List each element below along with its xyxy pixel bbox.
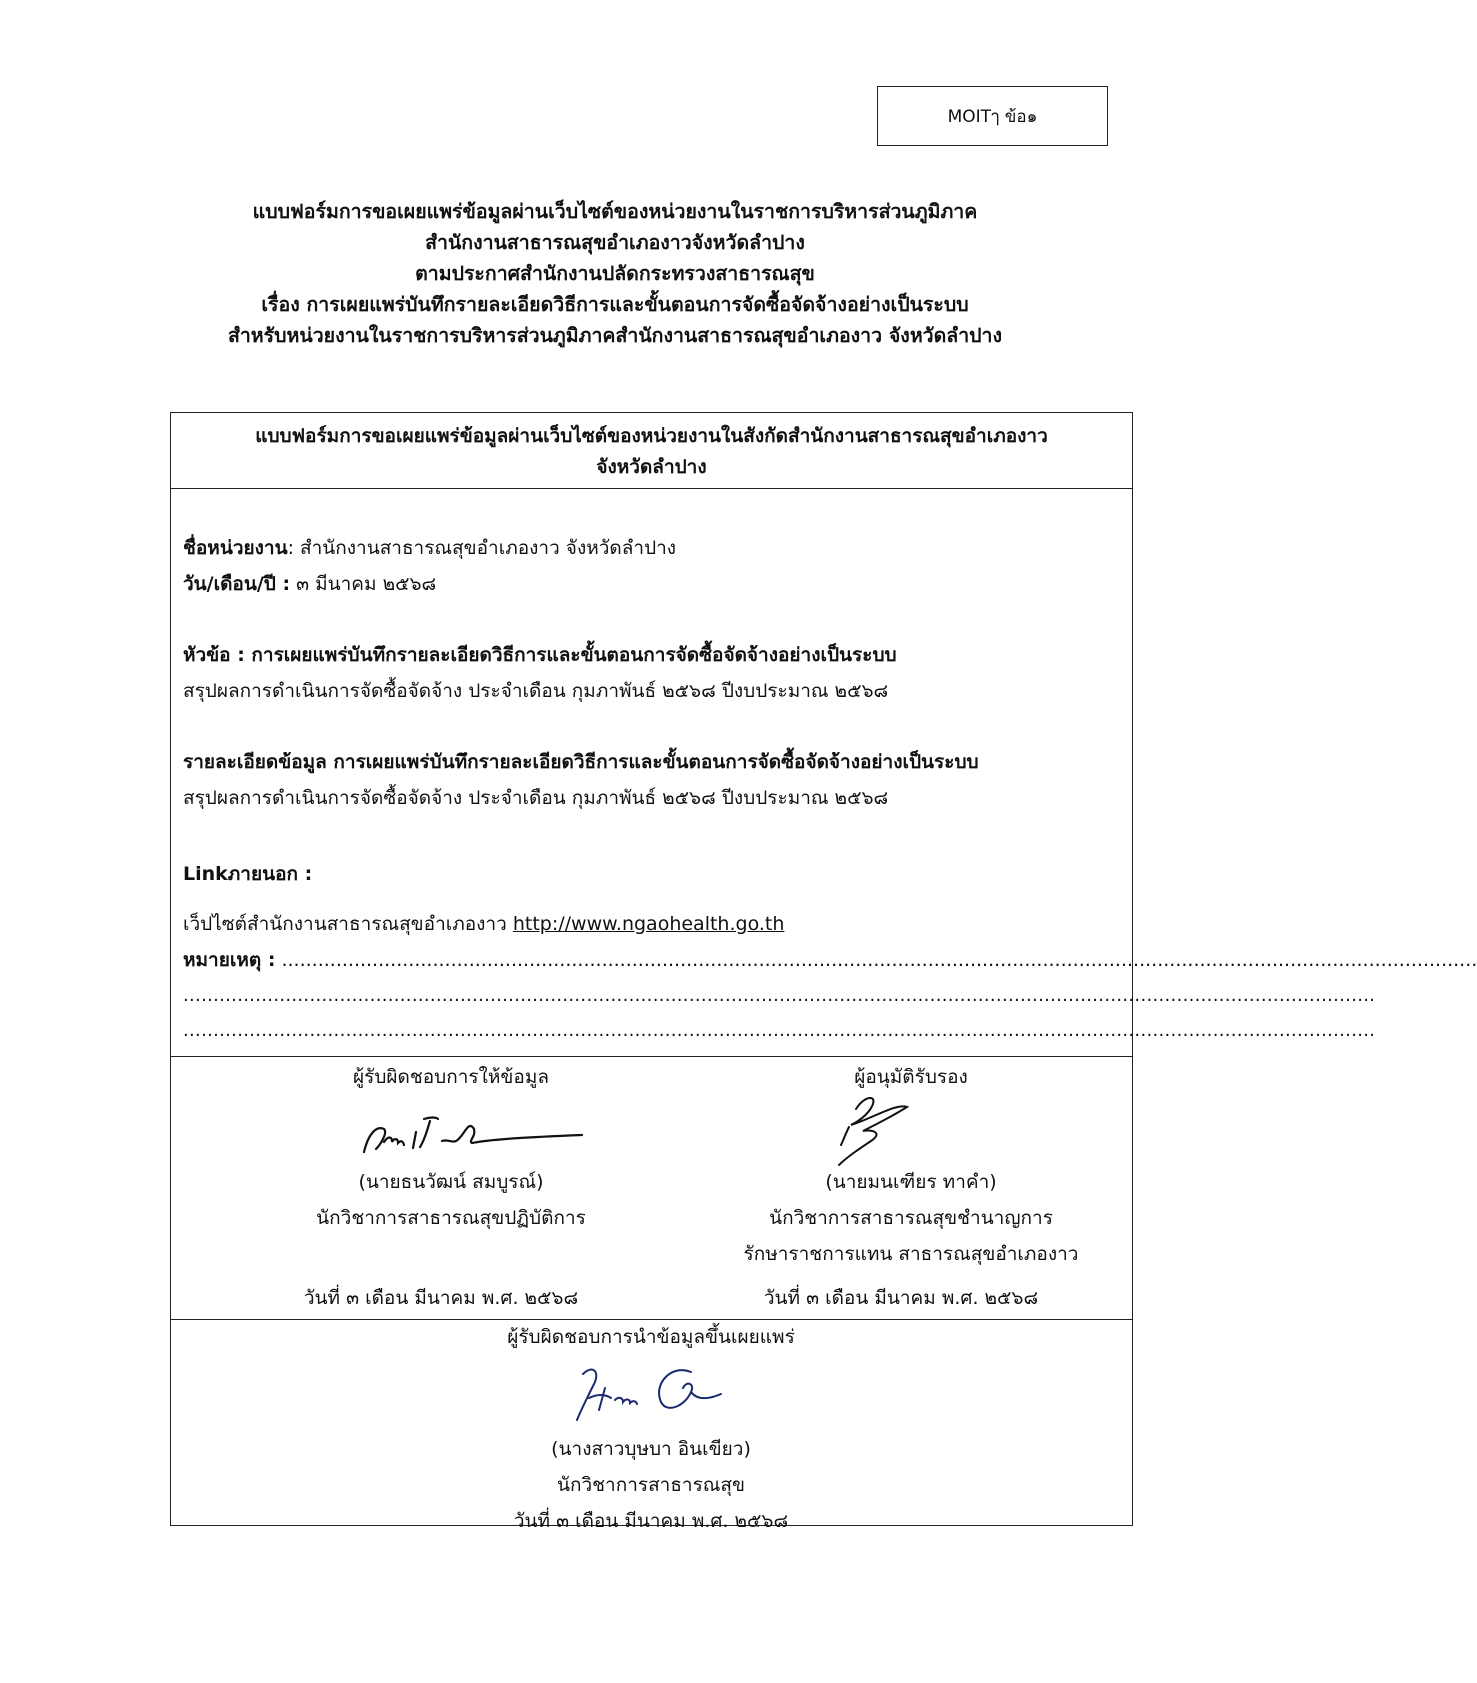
remark-dots-line-2: ...................................................................................................................................................................................................... xyxy=(183,985,1376,1006)
remark-label: หมายเหตุ : xyxy=(183,949,276,971)
header-line-4: เรื่อง การเผยแพร่บันทึกรายละเอียดวิธีการและขั้นตอนการจัดซื้อจัดจ้างอย่างเป็นระบบ xyxy=(261,293,969,316)
right-signature-image xyxy=(811,1089,931,1169)
external-link-label: Linkภายนอก : xyxy=(183,863,313,885)
header-line-2: สำนักงานสาธารณสุขอำเภองาวจังหวัดลำปาง xyxy=(425,231,805,254)
detail-label: รายละเอียดข้อมูล การเผยแพร่บันทึกรายละเอียดวิธีการและขั้นตอนการจัดซื้อจัดจ้างอย่างเป็นระบบ xyxy=(183,751,979,773)
publisher-position: นักวิชาการสาธารณสุข xyxy=(556,1474,746,1496)
right-name: (นายมนเฑียร ทาคำ) xyxy=(825,1171,997,1193)
left-position: นักวิชาการสาธารณสุขปฏิบัติการ xyxy=(316,1207,586,1229)
publisher-signature-image xyxy=(571,1358,751,1428)
date-label: วัน/เดือน/ปี : xyxy=(183,573,291,595)
agency-value: : สำนักงานสาธารณสุขอำเภองาว จังหวัดลำปาง xyxy=(287,537,677,559)
right-role: ผู้อนุมัติรับรอง xyxy=(854,1066,968,1088)
publisher-section xyxy=(171,1320,1132,1532)
form-title-line-2: จังหวัดลำปาง xyxy=(596,456,707,478)
form-title-line-1: แบบฟอร์มการขอเผยแพร่ข้อมูลผ่านเว็บไซต์ของหน่วยงานในสังกัดสำนักงานสาธารณสุขอำเภองาว xyxy=(255,425,1048,447)
remark-row xyxy=(183,945,1477,975)
right-date: วันที่ ๓ เดือน มีนาคม พ.ศ. ๒๕๖๘ xyxy=(763,1287,1039,1309)
document-code-box xyxy=(877,86,1108,146)
website-row xyxy=(183,909,784,939)
form-title xyxy=(171,413,1132,489)
left-name: (นายธนวัฒน์ สมบูรณ์) xyxy=(358,1171,544,1193)
agency-label: ชื่อหน่วยงาน xyxy=(183,537,288,559)
publisher-role: ผู้รับผิดชอบการนำข้อมูลขึ้นเผยแพร่ xyxy=(507,1326,795,1348)
publication-form xyxy=(170,412,1477,1532)
publisher-name: (นางสาวบุษบา อินเขียว) xyxy=(551,1438,751,1460)
remark-dots-line-3: ...................................................................................................................................................................................................... xyxy=(183,1020,1376,1041)
topic-description: สรุปผลการดำเนินการจัดซื้อจัดจ้าง ประจำเดือน กุมภาพันธ์ ๒๕๖๘ ปีงบประมาณ ๒๕๖๘ xyxy=(183,680,889,702)
right-position: นักวิชาการสาธารณสุขชำนาญการ xyxy=(769,1207,1053,1229)
left-date: วันที่ ๓ เดือน มีนาคม พ.ศ. ๒๕๖๘ xyxy=(303,1287,579,1309)
date-row xyxy=(183,569,436,599)
header-line-3: ตามประกาศสำนักงานปลัดกระทรวงสาธารณสุข xyxy=(415,262,815,285)
document-code: MOITๅ ข้อ๑ xyxy=(947,106,1038,127)
website-text: เว็ปไซต์สำนักงานสาธารณสุขอำเภองาว xyxy=(183,913,513,935)
document-header xyxy=(100,196,1130,351)
header-line-5: สำหรับหน่วยงานในราชการบริหารส่วนภูมิภาคสำนักงานสาธารณสุขอำเภองาว จังหวัดลำปาง xyxy=(227,324,1003,347)
remark-dots: ...................................................................................................................................................................................................... xyxy=(281,949,1477,971)
left-role: ผู้รับผิดชอบการให้ข้อมูล xyxy=(353,1066,549,1088)
left-signature-image xyxy=(354,1097,584,1167)
date-value: ๓ มีนาคม ๒๕๖๘ xyxy=(290,573,437,595)
signature-section xyxy=(171,1057,1132,1320)
publisher-date: วันที่ ๓ เดือน มีนาคม พ.ศ. ๒๕๖๘ xyxy=(513,1510,789,1532)
right-acting-position: รักษาราชการแทน สาธารณสุขอำเภองาว xyxy=(743,1243,1079,1265)
website-link[interactable]: http://www.ngaohealth.go.th xyxy=(512,913,785,935)
detail-description: สรุปผลการดำเนินการจัดซื้อจัดจ้าง ประจำเดือน กุมภาพันธ์ ๒๕๖๘ ปีงบประมาณ ๒๕๖๘ xyxy=(183,787,889,809)
agency-row xyxy=(183,533,676,563)
header-line-1: แบบฟอร์มการขอเผยแพร่ข้อมูลผ่านเว็บไซต์ของหน่วยงานในราชการบริหารส่วนภูมิภาค xyxy=(252,200,978,223)
form-body xyxy=(171,489,1477,1057)
topic-label: หัวข้อ : การเผยแพร่บันทึกรายละเอียดวิธีการและขั้นตอนการจัดซื้อจัดจ้างอย่างเป็นระบบ xyxy=(183,644,897,666)
